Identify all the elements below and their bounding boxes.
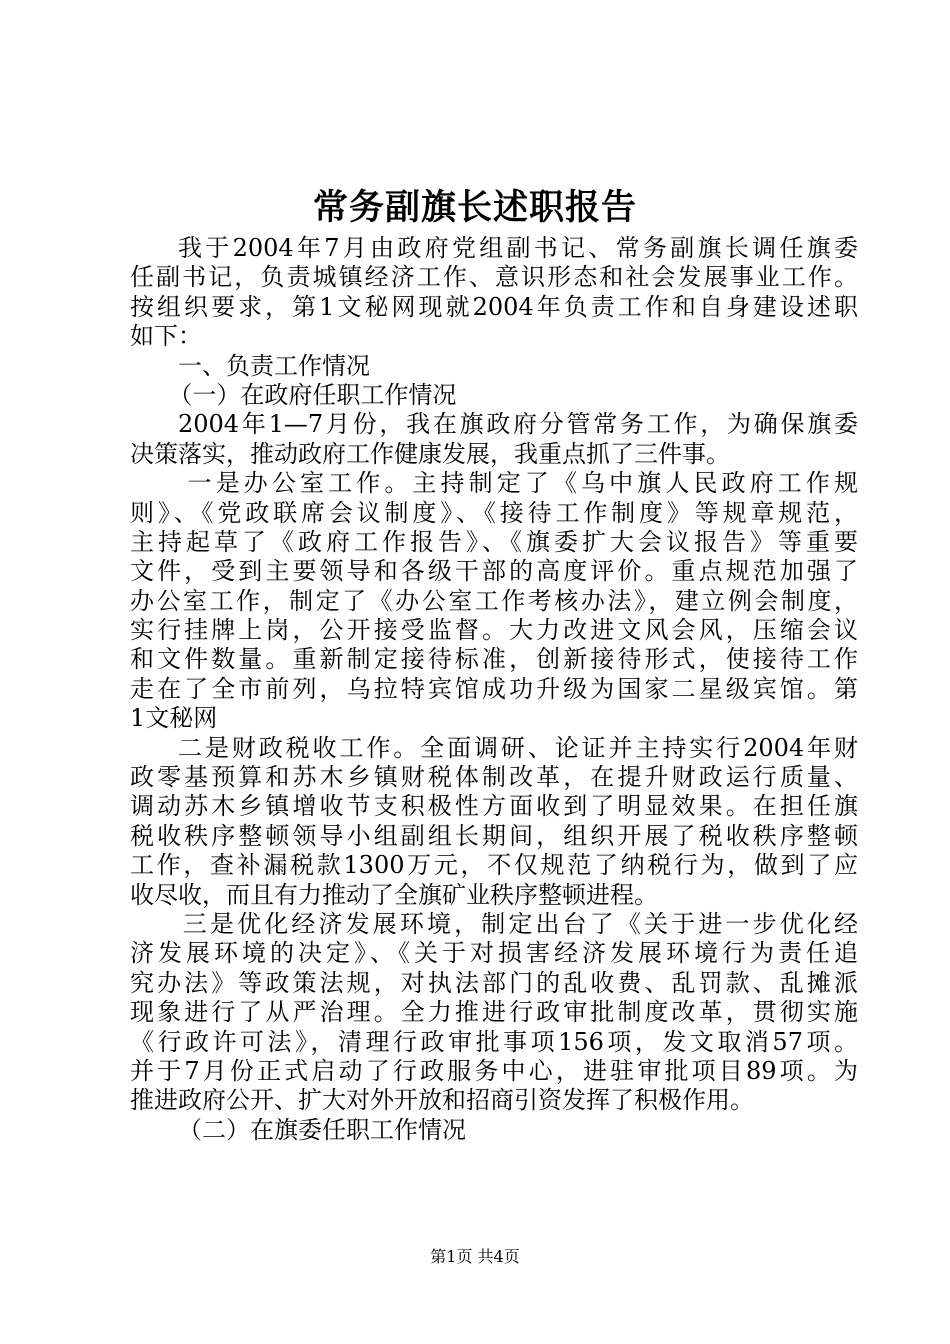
body-line: 文件，受到主要领导和各级干部的高度评价。重点规范加强了 — [130, 557, 858, 586]
body-line: 政零基预算和苏木乡镇财税体制改革，在提升财政运行质量、 — [130, 763, 858, 792]
body-line: （一）在政府任职工作情况 — [168, 380, 457, 409]
body-line: 决策落实，推动政府工作健康发展，我重点抓了三件事。 — [130, 439, 730, 468]
body-line: 济发展环境的决定》、《关于对损害经济发展环境行为责任追 — [130, 939, 858, 968]
body-line: 和文件数量。重新制定接待标准，创新接待形式，使接待工作 — [130, 645, 858, 674]
body-line: 任副书记，负责城镇经济工作、意识形态和社会发展事业工作。 — [130, 263, 858, 292]
document-body — [130, 234, 858, 1145]
body-line: 调动苏木乡镇增收节支积极性方面收到了明显效果。在担任旗 — [130, 792, 858, 821]
body-line: 主持起草了《政府工作报告》、《旗委扩大会议报告》等重要 — [130, 527, 858, 556]
body-line: 现象进行了从严治理。全力推进行政审批制度改革，贯彻实施 — [130, 998, 858, 1027]
body-line: 税收秩序整顿领导小组副组长期间，组织开展了税收秩序整顿 — [130, 821, 858, 850]
body-line: 按组织要求，第1文秘网现就2004年负责工作和自身建设述职 — [130, 292, 858, 321]
body-line: 究办法》等政策法规，对执法部门的乱收费、乱罚款、乱摊派 — [130, 968, 858, 997]
body-line: 并于7月份正式启动了行政服务中心，进驻审批项目89项。为 — [130, 1056, 858, 1085]
body-line: 1文秘网 — [130, 704, 218, 733]
body-line: 工作，查补漏税款1300万元，不仅规范了纳税行为，做到了应 — [130, 851, 858, 880]
body-line: 收尽收，而且有力推动了全旗矿业秩序整顿进程。 — [130, 880, 658, 909]
body-line: 推进政府公开、扩大对外开放和招商引资发挥了积极作用。 — [130, 1086, 754, 1115]
body-line: 办公室工作，制定了《办公室工作考核办法》，建立例会制度， — [130, 586, 858, 615]
body-line: 则》、《党政联席会议制度》、《接待工作制度》等规章规范， — [130, 498, 858, 527]
body-line: 二是财政税收工作。全面调研、论证并主持实行2004年财 — [178, 733, 858, 762]
document-title: 常务副旗长述职报告 — [312, 187, 637, 228]
body-line: （二）在旗委任职工作情况 — [178, 1115, 466, 1144]
body-line: 《行政许可法》，清理行政审批事项156项，发文取消57项。 — [130, 1027, 858, 1056]
body-line: 2004年1—7月份，我在旗政府分管常务工作，为确保旗委 — [178, 410, 858, 439]
page-footer: 第1页 共4页 — [430, 1247, 520, 1266]
body-line: 一、负责工作情况 — [178, 351, 370, 380]
body-line: 实行挂牌上岗，公开接受监督。大力改进文风会风，压缩会议 — [130, 616, 858, 645]
body-line: 一是办公室工作。主持制定了《乌中旗人民政府工作规 — [187, 469, 858, 498]
body-line: 走在了全市前列，乌拉特宾馆成功升级为国家二星级宾馆。第 — [130, 674, 858, 703]
body-line: 三是优化经济发展环境，制定出台了《关于进一步优化经 — [182, 909, 858, 938]
body-line: 如下： — [130, 322, 202, 351]
body-line: 我于2004年7月由政府党组副书记、常务副旗长调任旗委 — [178, 234, 858, 262]
